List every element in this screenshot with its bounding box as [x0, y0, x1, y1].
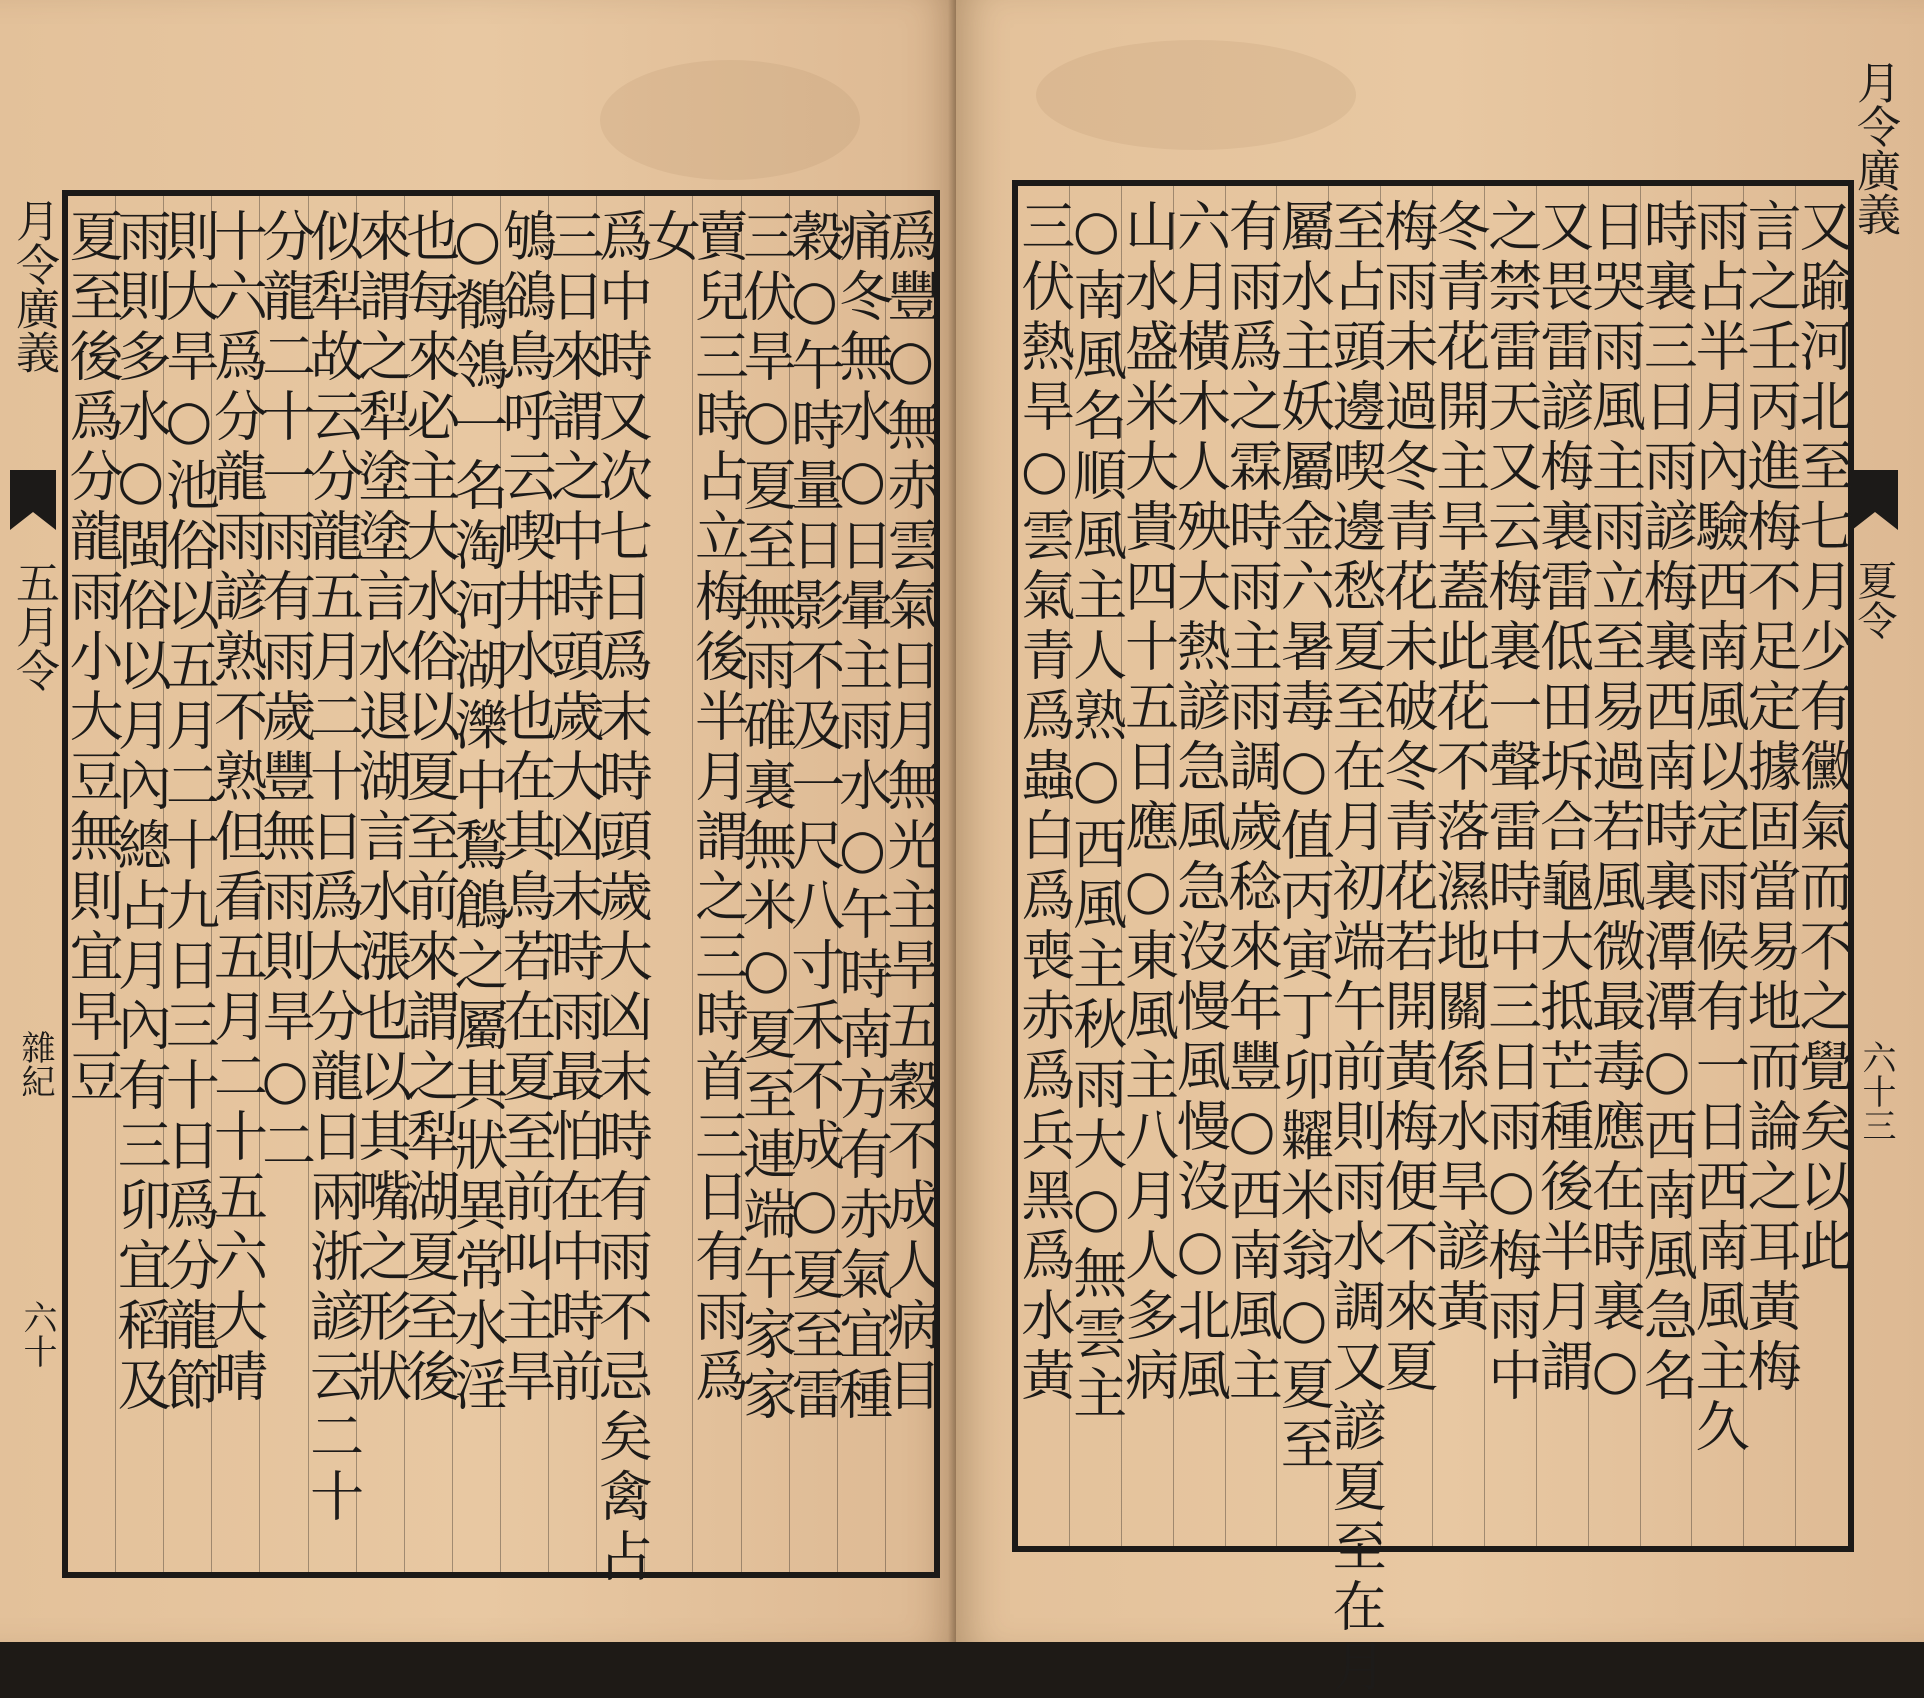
- text-column: ○南風名順風主人熟○西風主秋雨大○無雲主: [1064, 198, 1128, 1425]
- text-column: 鴝鵒鳥呼云喫井水也在其鳥若在夏至前叫主旱: [494, 208, 558, 1408]
- column-rule: [1588, 186, 1589, 1546]
- text-frame: [61, 190, 942, 1588]
- column-rule: [1121, 186, 1122, 1546]
- column-rule: [1536, 186, 1537, 1546]
- text-column: ○鶺鴒一名淘河湖濼中鶖鶬之屬其狀異常水淫: [446, 208, 509, 1417]
- column-rule: [644, 196, 645, 1572]
- column-rule: [356, 196, 357, 1572]
- text-column: 來謂之犁塗塗言水退湖言水漲也以其嘴之形狀: [349, 208, 413, 1408]
- text-column: 至占頭邊喫邊愁夏至在月初端午前則雨水調又諺夏至在月: [1324, 198, 1388, 1698]
- margin-title: 月令廣義: [1849, 60, 1900, 236]
- text-column: 又畏雷諺梅裏雷低田坼合龜大抵芒種後半月謂: [1531, 198, 1595, 1398]
- text-column: 三伏熱旱○雲氣青爲蟲白爲喪赤爲兵黑爲水黃: [1012, 198, 1076, 1407]
- text-column: 雨則多水○閩俗以月內總占月內有三卯宜稻及: [109, 208, 173, 1417]
- text-column: 爲豐○無赤雲氣日月無光主旱五穀不成人病目: [879, 208, 942, 1417]
- column-rule: [1691, 186, 1692, 1546]
- text-column: 六月橫木人殃大熱諺急風急沒慢風慢沒○北風: [1168, 198, 1232, 1407]
- column-rule: [500, 196, 501, 1572]
- text-column: 痛冬無水○日暈主雨水○午時南方有赤氣宜種: [830, 208, 894, 1426]
- text-column: 分龍二十一雨有雨歲豐無雨則旱○二: [253, 208, 317, 1177]
- margin-folio: 六十: [17, 1300, 57, 1368]
- column-rule: [1484, 186, 1485, 1546]
- text-column: 則大旱○池俗以五月二十九日三十日爲分龍節: [157, 208, 221, 1417]
- text-column: 爲中時又次七日爲末時頭歲大凶末時有雨不忌矣禽占: [590, 208, 654, 1588]
- text-frame: [1012, 180, 1854, 1698]
- paper-stain: [1036, 40, 1356, 150]
- text-column: 有雨爲之霖時雨主雨調歲稔來年豐○西南風主: [1220, 198, 1284, 1407]
- left-page: [0, 0, 956, 1642]
- text-column: 山水盛米大貴四十五日應○東風主八月人多病: [1116, 198, 1180, 1407]
- column-rule: [741, 196, 742, 1572]
- text-column: 言之壬丙進梅不足定據固當易地而論之耳黃梅: [1739, 198, 1803, 1398]
- column-rule: [548, 196, 549, 1572]
- margin-section: 夏令: [1851, 560, 1897, 640]
- text-column: 三伏旱○夏至無雨碓裏無米○夏至連端午家家: [734, 208, 798, 1426]
- text-column: 又踰河北至七月少有黴氣而不之覺矣以此: [1791, 198, 1854, 1278]
- margin-section: 五月令: [8, 560, 59, 692]
- column-rule: [1173, 186, 1174, 1546]
- column-rule: [259, 196, 260, 1572]
- margin-folio: 六十三: [1856, 1040, 1896, 1142]
- text-column: 屬水主妖屬金六暑毒○值丙寅丁卯糶米翁○夏至: [1272, 198, 1336, 1476]
- margin-category: 雜紀: [15, 1030, 55, 1098]
- text-column: 三日來謂之中時頭歲大凶末時雨最怕在中時前: [542, 208, 606, 1408]
- column-rule: [404, 196, 405, 1572]
- paper-stain: [600, 60, 860, 180]
- column-rule: [1276, 186, 1277, 1546]
- column-rule: [596, 196, 597, 1572]
- text-column: 十六爲分龍雨諺熟不熟但看五月二十五六大晴: [205, 208, 269, 1408]
- column-rule: [1795, 186, 1796, 1546]
- text-column: 夏至後爲分龍雨小大豆無則宜早豆: [61, 208, 125, 1108]
- text-column: 之禁雷天又云梅裏一聲雷時中三日雨○梅雨中: [1479, 198, 1543, 1407]
- column-rule: [452, 196, 453, 1572]
- column-rule: [115, 196, 116, 1572]
- right-page: [956, 0, 1924, 1698]
- text-column: 女: [638, 208, 702, 268]
- column-rule: [837, 196, 838, 1572]
- text-column: 時裏三日雨諺梅裏西南時裏潭潭○西南風急名: [1635, 198, 1699, 1407]
- margin-title: 月令廣義: [8, 198, 59, 374]
- text-column: 梅雨未過冬青花未破冬青花若開黃梅便不來夏: [1376, 198, 1439, 1398]
- text-column: 日哭雨風主雨立至易過若風微最毒應在時裏○: [1583, 198, 1647, 1407]
- column-rule: [692, 196, 693, 1572]
- column-rule: [1069, 186, 1070, 1546]
- text-column: 也每來必主大水俗以夏至前來謂之犁湖夏至後: [397, 208, 461, 1408]
- text-column: 雨占半月內驗西南風以定雨候有一日西南風主久: [1687, 198, 1751, 1458]
- column-rule: [885, 196, 886, 1572]
- column-rule: [1328, 186, 1329, 1546]
- column-rule: [1225, 186, 1226, 1546]
- column-rule: [163, 196, 164, 1572]
- fishtail-mark: [1852, 470, 1898, 530]
- text-column: 賣兒三時占立梅後半月謂之三時首三日有雨爲: [686, 208, 750, 1408]
- column-rule: [1432, 186, 1433, 1546]
- column-rule: [1640, 186, 1641, 1546]
- text-column: 穀○午時量日影不及一尺八寸禾不成○夏至雷: [782, 208, 846, 1426]
- column-rule: [1380, 186, 1381, 1546]
- column-rule: [211, 196, 212, 1572]
- text-column: 似犁故云分龍五月二十日爲大分龍日兩浙諺云二十: [301, 208, 365, 1528]
- text-column: 冬青花開主旱蓋此花不落濕地關係水旱諺黃: [1427, 198, 1491, 1338]
- column-rule: [789, 196, 790, 1572]
- column-rule: [1743, 186, 1744, 1546]
- fishtail-mark: [10, 470, 56, 530]
- column-rule: [308, 196, 309, 1572]
